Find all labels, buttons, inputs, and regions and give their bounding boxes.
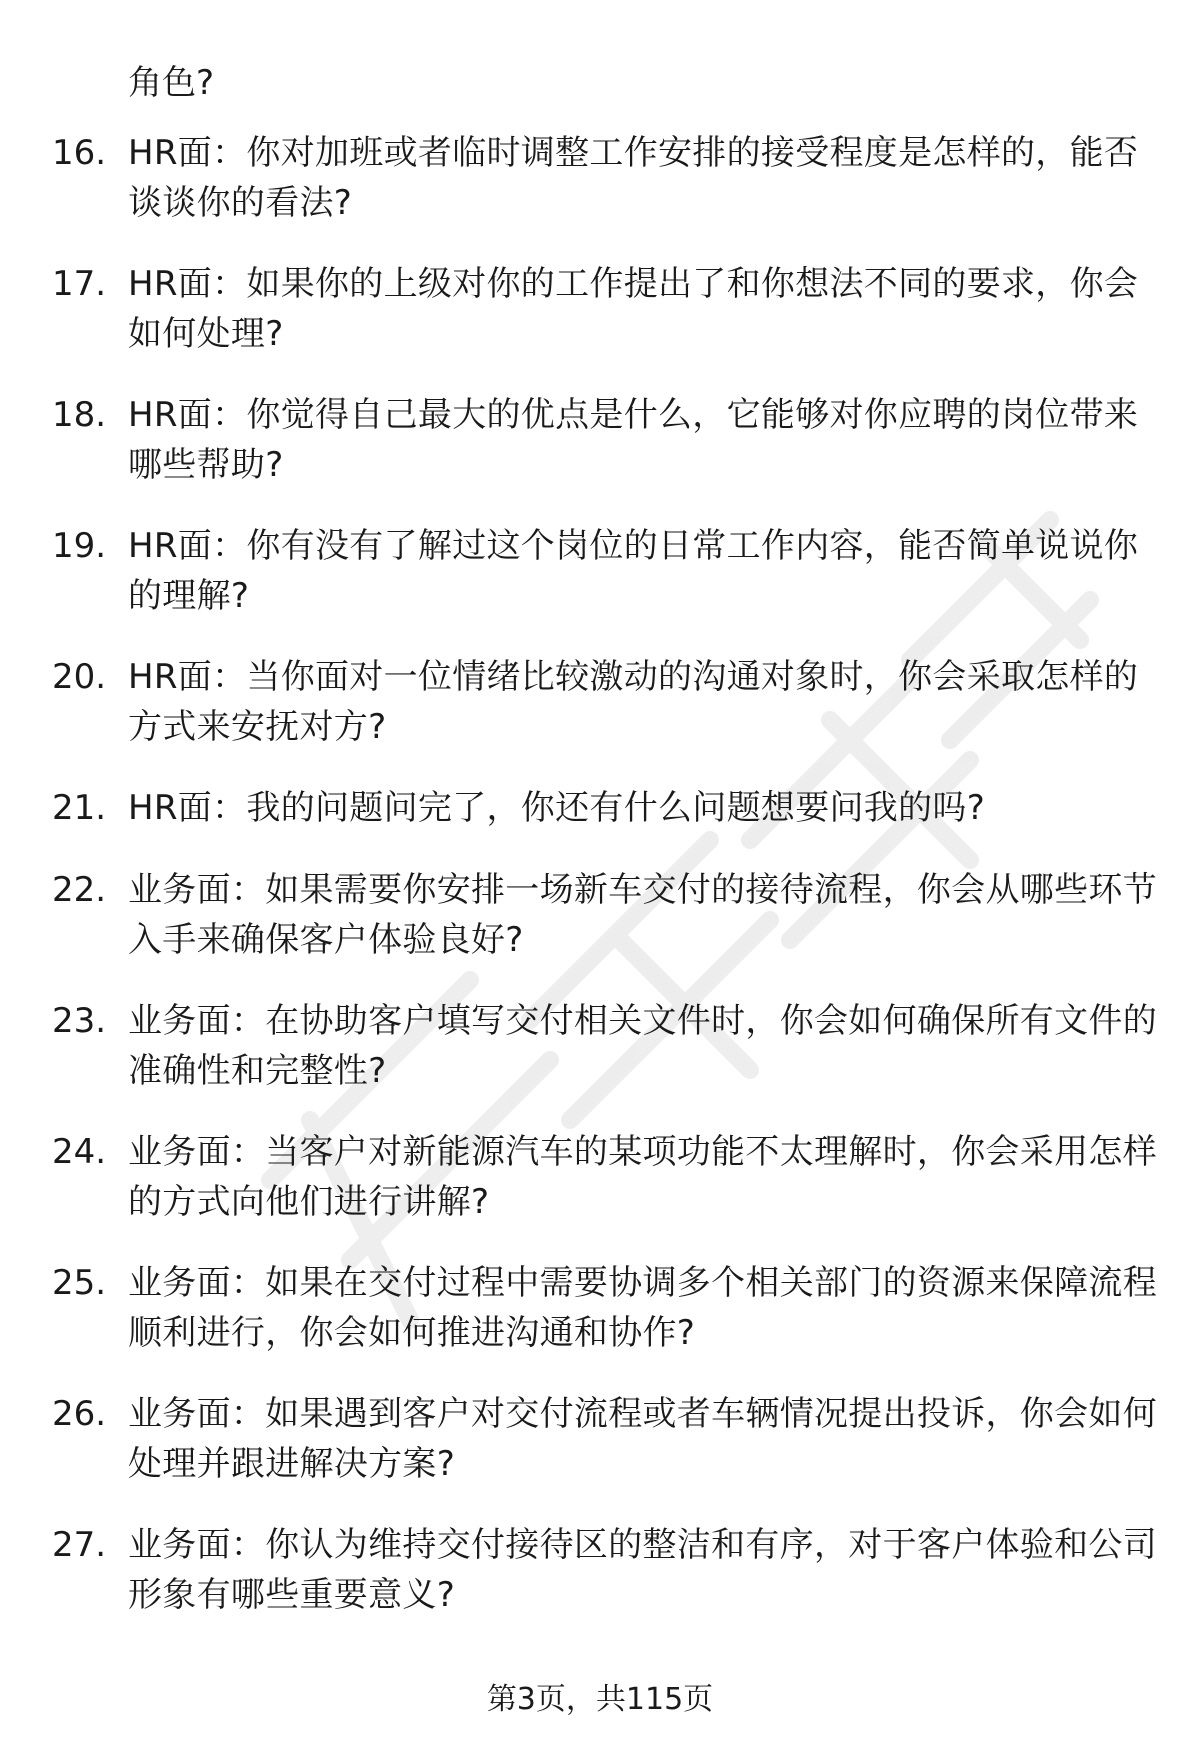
question-number: 22.: [52, 870, 107, 910]
question-text: 业务面：在协助客户填写交付相关文件时，你会如何确保所有文件的准确性和完整性?: [128, 1001, 1157, 1091]
list-item: [0, 1258, 1200, 1389]
question-number: 27.: [52, 1525, 107, 1565]
list-item: [0, 996, 1200, 1127]
question-text: 业务面：你认为维持交付接待区的整洁和有序，对于客户体验和公司形象有哪些重要意义?: [128, 1525, 1157, 1615]
question-number: 24.: [52, 1132, 107, 1172]
list-item: [0, 1520, 1200, 1651]
question-text: HR面：当你面对一位情绪比较激动的沟通对象时，你会采取怎样的方式来安抚对方?: [128, 657, 1139, 747]
list-item: [0, 259, 1200, 390]
question-text: HR面：我的问题问完了，你还有什么问题想要问我的吗?: [128, 788, 986, 828]
list-item: [0, 1127, 1200, 1258]
list-item: [0, 390, 1200, 521]
question-number: 17.: [52, 264, 107, 304]
question-number: 20.: [52, 657, 107, 697]
question-text: HR面：你对加班或者临时调整工作安排的接受程度是怎样的，能否谈谈你的看法?: [128, 133, 1139, 223]
question-text: HR面：你觉得自己最大的优点是什么，它能够对你应聘的岗位带来哪些帮助?: [128, 395, 1139, 485]
list-item: [0, 783, 1200, 865]
question-number: 16.: [52, 133, 107, 173]
question-number: 18.: [52, 395, 107, 435]
question-number: 25.: [52, 1263, 107, 1303]
list-item: [0, 652, 1200, 783]
question-text: 业务面：如果需要你安排一场新车交付的接待流程，你会从哪些环节入手来确保客户体验良好?: [128, 870, 1157, 960]
question-number: 19.: [52, 526, 107, 566]
question-text: 业务面：如果遇到客户对交付流程或者车辆情况提出投诉，你会如何处理并跟进解决方案?: [128, 1394, 1157, 1484]
question-number: 26.: [52, 1394, 107, 1434]
question-number: 21.: [52, 788, 107, 828]
question-text: 业务面：如果在交付过程中需要协调多个相关部门的资源来保障流程顺利进行，你会如何推进沟通和协作?: [128, 1263, 1157, 1353]
list-item: [0, 521, 1200, 652]
page-indicator: 第3页，共115页: [486, 1682, 714, 1717]
question-text: HR面：如果你的上级对你的工作提出了和你想法不同的要求，你会如何处理?: [128, 264, 1139, 354]
question-text: HR面：你有没有了解过这个岗位的日常工作内容，能否简单说说你的理解?: [128, 526, 1139, 616]
continuation-text: 角色?: [128, 63, 215, 103]
list-item: [0, 865, 1200, 996]
question-text: 业务面：当客户对新能源汽车的某项功能不太理解时，你会采用怎样的方式向他们进行讲解?: [128, 1132, 1157, 1222]
list-item: [0, 1389, 1200, 1520]
list-item: [0, 128, 1200, 259]
question-number: 23.: [52, 1001, 107, 1041]
question-list: [0, 128, 1200, 1651]
